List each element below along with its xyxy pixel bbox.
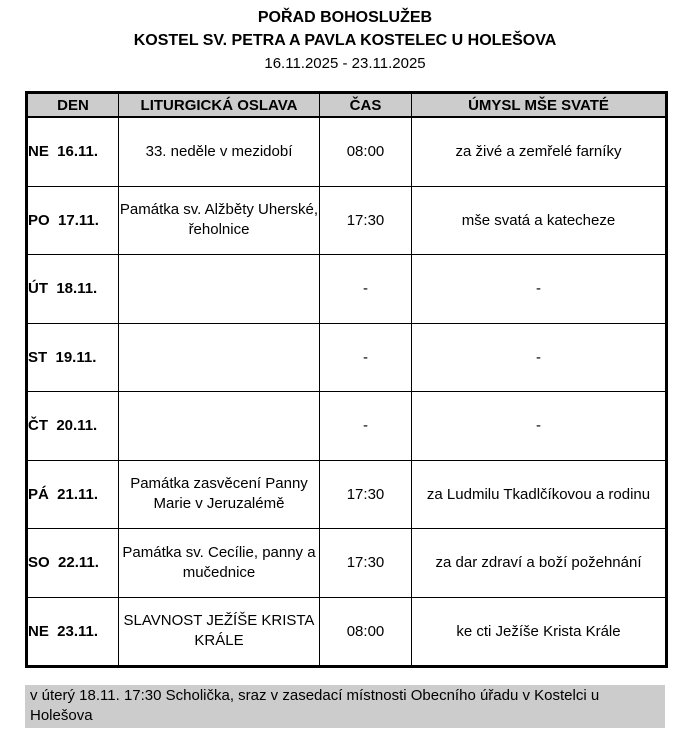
intention-cell: ke cti Ježíše Krista Krále [412, 597, 667, 667]
footer-note: v úterý 18.11. 17:30 Scholička, sraz v zasedací místnosti Obecního úřadu v Kostelci u Holešova [25, 685, 665, 728]
time-cell: 17:30 [320, 186, 412, 255]
time-cell: 17:30 [320, 529, 412, 598]
celebration-cell [119, 392, 320, 461]
day-cell: NE 16.11. [27, 117, 119, 186]
intention-cell: - [412, 392, 667, 461]
celebration-cell [119, 255, 320, 324]
intention-cell: mše svatá a katecheze [412, 186, 667, 255]
page-title: POŘAD BOHOSLUŽEB [257, 9, 433, 26]
column-header-celebration: LITURGICKÁ OSLAVA [119, 93, 320, 118]
schedule-table [25, 91, 668, 668]
intention-cell: za dar zdraví a boží požehnání [412, 529, 667, 598]
time-cell: 08:00 [320, 117, 412, 186]
table-header-row [27, 93, 667, 118]
time-cell: - [320, 255, 412, 324]
day-cell: SO 22.11. [27, 529, 119, 598]
table-row [27, 323, 667, 392]
celebration-cell: Památka sv. Cecílie, panny a mučednice [119, 529, 320, 598]
date-range: 16.11.2025 - 23.11.2025 [264, 55, 426, 72]
time-cell: 17:30 [320, 460, 412, 529]
table-row [27, 460, 667, 529]
table-row [27, 255, 667, 324]
church-title: KOSTEL SV. PETRA A PAVLA KOSTELEC U HOLEŠOVA [133, 32, 557, 49]
time-cell: - [320, 323, 412, 392]
day-cell: ÚT 18.11. [27, 255, 119, 324]
column-header-intention: ÚMYSL MŠE SVATÉ [412, 93, 667, 118]
day-cell: PO 17.11. [27, 186, 119, 255]
table-row [27, 186, 667, 255]
celebration-cell [119, 323, 320, 392]
time-cell: - [320, 392, 412, 461]
table-row [27, 597, 667, 667]
celebration-cell: 33. neděle v mezidobí [119, 117, 320, 186]
intention-cell: - [412, 323, 667, 392]
celebration-cell: SLAVNOST JEŽÍŠE KRISTA KRÁLE [119, 597, 320, 667]
intention-cell: - [412, 255, 667, 324]
column-header-day: DEN [27, 93, 119, 118]
day-cell: PÁ 21.11. [27, 460, 119, 529]
day-cell: ST 19.11. [27, 323, 119, 392]
table-row [27, 117, 667, 186]
celebration-cell: Památka zasvěcení Panny Marie v Jeruzalémě [119, 460, 320, 529]
intention-cell: za živé a zemřelé farníky [412, 117, 667, 186]
day-cell: ČT 20.11. [27, 392, 119, 461]
table-row [27, 529, 667, 598]
table-row [27, 392, 667, 461]
intention-cell: za Ludmilu Tkadlčíkovou a rodinu [412, 460, 667, 529]
column-header-time: ČAS [320, 93, 412, 118]
celebration-cell: Památka sv. Alžběty Uherské, řeholnice [119, 186, 320, 255]
header [0, 0, 690, 75]
day-cell: NE 23.11. [27, 597, 119, 667]
time-cell: 08:00 [320, 597, 412, 667]
